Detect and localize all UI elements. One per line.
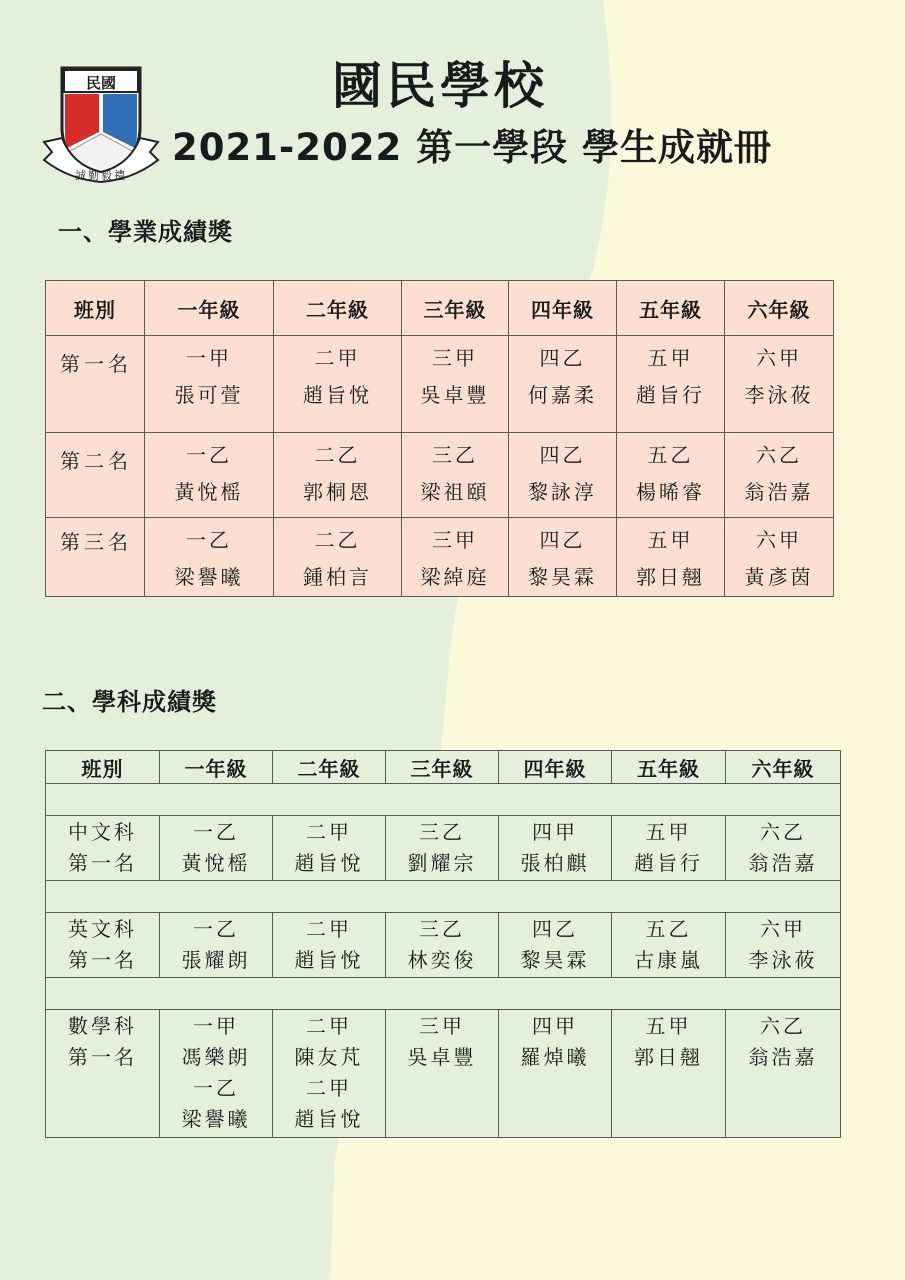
academic-award-title: 一、學業成績獎 — [58, 217, 233, 246]
column-header: 一年級 — [160, 751, 273, 784]
class-label: 五乙 — [645, 917, 692, 941]
student-name: 張柏麒 — [520, 851, 590, 875]
column-header: 二年級 — [273, 751, 386, 784]
rank-label: 第一名 — [68, 851, 137, 875]
student-name: 黃悅榣 — [174, 480, 244, 504]
class-label: 一乙 — [186, 443, 232, 467]
column-header: 二年級 — [274, 281, 402, 336]
class-label: 二甲 — [306, 1014, 352, 1038]
award-cell — [273, 913, 386, 978]
subject-label: 數學科 — [68, 1014, 137, 1038]
award-cell — [386, 1010, 499, 1138]
spacer-cell — [46, 881, 841, 913]
school-name: 國民學校 — [332, 57, 548, 115]
class-label: 四甲 — [532, 1014, 578, 1038]
student-name: 趙旨悅 — [303, 383, 372, 407]
award-cell — [612, 1010, 726, 1138]
class-label: 三甲 — [432, 528, 478, 552]
award-cell — [726, 816, 841, 881]
class-label: 五甲 — [647, 528, 694, 552]
class-label: 一乙 — [193, 820, 239, 844]
award-cell — [145, 518, 274, 597]
award-cell — [274, 518, 402, 597]
award-cell — [617, 518, 725, 597]
class-label: 二乙 — [314, 443, 361, 467]
class-label: 三乙 — [432, 443, 478, 467]
award-cell — [725, 518, 834, 597]
class-label: 一乙 — [193, 1076, 239, 1100]
student-name: 李泳莜 — [744, 383, 814, 407]
class-label: 二乙 — [314, 528, 361, 552]
student-name: 羅焯曦 — [520, 1045, 590, 1069]
class-label: 四乙 — [539, 443, 586, 467]
spacer-row — [46, 784, 841, 816]
student-name: 梁綽庭 — [420, 565, 490, 589]
subject-cell — [46, 816, 160, 881]
student-name: 趙旨行 — [634, 851, 703, 875]
column-header: 四年級 — [509, 281, 617, 336]
award-cell — [726, 913, 841, 978]
award-cell — [509, 433, 617, 518]
award-cell — [617, 336, 725, 433]
column-header: 三年級 — [386, 751, 499, 784]
award-cell — [386, 816, 499, 881]
award-cell — [402, 336, 509, 433]
award-cell — [402, 433, 509, 518]
award-cell — [499, 816, 612, 881]
spacer-cell — [46, 978, 841, 1010]
subject-cell — [46, 1010, 160, 1138]
subject-award-title: 二、學科成績獎 — [42, 687, 217, 716]
table-row — [46, 433, 834, 518]
table-row — [46, 336, 834, 433]
student-name: 梁譽曦 — [174, 565, 244, 589]
award-cell — [725, 336, 834, 433]
award-cell — [145, 433, 274, 518]
award-cell — [273, 1010, 386, 1138]
subject-label: 中文科 — [68, 820, 137, 844]
award-cell — [160, 1010, 273, 1138]
column-header: 班別 — [46, 281, 145, 336]
student-name: 郭桐恩 — [303, 480, 372, 504]
class-label: 六甲 — [756, 346, 802, 370]
student-name: 趙旨悅 — [294, 948, 364, 972]
class-label: 五甲 — [645, 1014, 692, 1038]
student-name: 吳卓豐 — [420, 383, 490, 407]
student-name: 趙旨行 — [636, 383, 705, 407]
crest-motto: 誠勤毅禮 — [75, 169, 127, 182]
award-cell — [402, 518, 509, 597]
class-label: 四乙 — [532, 917, 578, 941]
student-name: 黃悅榣 — [181, 851, 251, 875]
class-label: 六乙 — [760, 820, 806, 844]
document-title: 2021-2022 第一學段 學生成就冊 — [171, 126, 773, 169]
rank-label: 第三名 — [46, 518, 145, 597]
academic-award-table — [45, 280, 834, 597]
spacer-row — [46, 881, 841, 913]
award-cell — [273, 816, 386, 881]
award-cell — [612, 913, 726, 978]
column-header: 五年級 — [612, 751, 726, 784]
class-label: 六甲 — [756, 528, 802, 552]
award-cell — [160, 913, 273, 978]
award-cell — [499, 1010, 612, 1138]
spacer-row — [46, 978, 841, 1010]
column-header: 六年級 — [725, 281, 834, 336]
award-cell — [509, 336, 617, 433]
student-name: 趙旨悅 — [294, 1107, 364, 1131]
award-cell — [725, 433, 834, 518]
column-header: 五年級 — [617, 281, 725, 336]
student-name: 李泳莜 — [748, 948, 818, 972]
award-cell — [145, 336, 274, 433]
award-cell — [726, 1010, 841, 1138]
rank-label: 第一名 — [68, 948, 137, 972]
class-label: 二甲 — [314, 346, 361, 370]
award-cell — [617, 433, 725, 518]
student-name: 郭日翹 — [634, 1045, 703, 1069]
rank-label: 第一名 — [68, 1045, 137, 1069]
table-row — [46, 913, 841, 978]
rank-label: 第一名 — [46, 336, 145, 433]
student-name: 梁譽曦 — [181, 1107, 251, 1131]
column-header: 四年級 — [499, 751, 612, 784]
table-row — [46, 816, 841, 881]
student-name: 何嘉柔 — [528, 383, 597, 407]
award-cell — [612, 816, 726, 881]
table-row — [46, 1010, 841, 1138]
student-name: 張可萱 — [174, 383, 244, 407]
student-name: 楊晞睿 — [636, 480, 705, 504]
award-cell — [386, 913, 499, 978]
class-label: 三甲 — [419, 1014, 465, 1038]
award-cell — [499, 913, 612, 978]
class-label: 四甲 — [532, 820, 578, 844]
award-cell — [274, 433, 402, 518]
class-label: 一甲 — [186, 346, 232, 370]
student-name: 翁浩嘉 — [744, 480, 814, 504]
class-label: 六甲 — [760, 917, 806, 941]
table-header-row — [46, 751, 841, 784]
column-header: 六年級 — [726, 751, 841, 784]
student-name: 張耀朗 — [181, 948, 251, 972]
class-label: 五乙 — [647, 443, 694, 467]
column-header: 一年級 — [145, 281, 274, 336]
class-label: 四乙 — [539, 346, 586, 370]
class-label: 二甲 — [306, 820, 352, 844]
award-cell — [509, 518, 617, 597]
student-name: 郭日翹 — [636, 565, 705, 589]
student-name: 黎詠淳 — [528, 480, 597, 504]
student-name: 鍾柏言 — [303, 565, 372, 589]
student-name: 翁浩嘉 — [748, 851, 818, 875]
award-cell — [274, 336, 402, 433]
class-label: 六乙 — [756, 443, 802, 467]
class-label: 二甲 — [306, 917, 352, 941]
spacer-cell — [46, 784, 841, 816]
class-label: 三乙 — [419, 917, 465, 941]
class-label: 三乙 — [419, 820, 465, 844]
student-name: 馮樂朗 — [181, 1045, 251, 1069]
student-name: 翁浩嘉 — [748, 1045, 818, 1069]
subject-cell — [46, 913, 160, 978]
school-crest — [40, 62, 162, 186]
column-header: 班別 — [46, 751, 160, 784]
student-name: 黎昊霖 — [528, 565, 597, 589]
class-label: 四乙 — [539, 528, 586, 552]
student-name: 陳友芃 — [294, 1045, 364, 1069]
rank-label: 第二名 — [46, 433, 145, 518]
table-header-row — [46, 281, 834, 336]
crest-top-text: 民國 — [85, 74, 117, 92]
column-header: 三年級 — [402, 281, 509, 336]
class-label: 一乙 — [186, 528, 232, 552]
student-name: 劉耀宗 — [407, 851, 477, 875]
student-name: 趙旨悅 — [294, 851, 364, 875]
class-label: 一乙 — [193, 917, 239, 941]
student-name: 古康嵐 — [634, 948, 703, 972]
student-name: 吳卓豐 — [407, 1045, 477, 1069]
student-name: 林奕俊 — [407, 948, 477, 972]
class-label: 二甲 — [306, 1076, 352, 1100]
class-label: 一甲 — [193, 1014, 239, 1038]
class-label: 五甲 — [645, 820, 692, 844]
class-label: 三甲 — [432, 346, 478, 370]
table-row — [46, 518, 834, 597]
class-label: 六乙 — [760, 1014, 806, 1038]
student-name: 黃彥茵 — [744, 565, 814, 589]
student-name: 梁祖頤 — [420, 480, 490, 504]
class-label: 五甲 — [647, 346, 694, 370]
award-cell — [160, 816, 273, 881]
student-name: 黎昊霖 — [520, 948, 590, 972]
subject-label: 英文科 — [68, 917, 137, 941]
subject-award-table — [45, 750, 841, 1138]
